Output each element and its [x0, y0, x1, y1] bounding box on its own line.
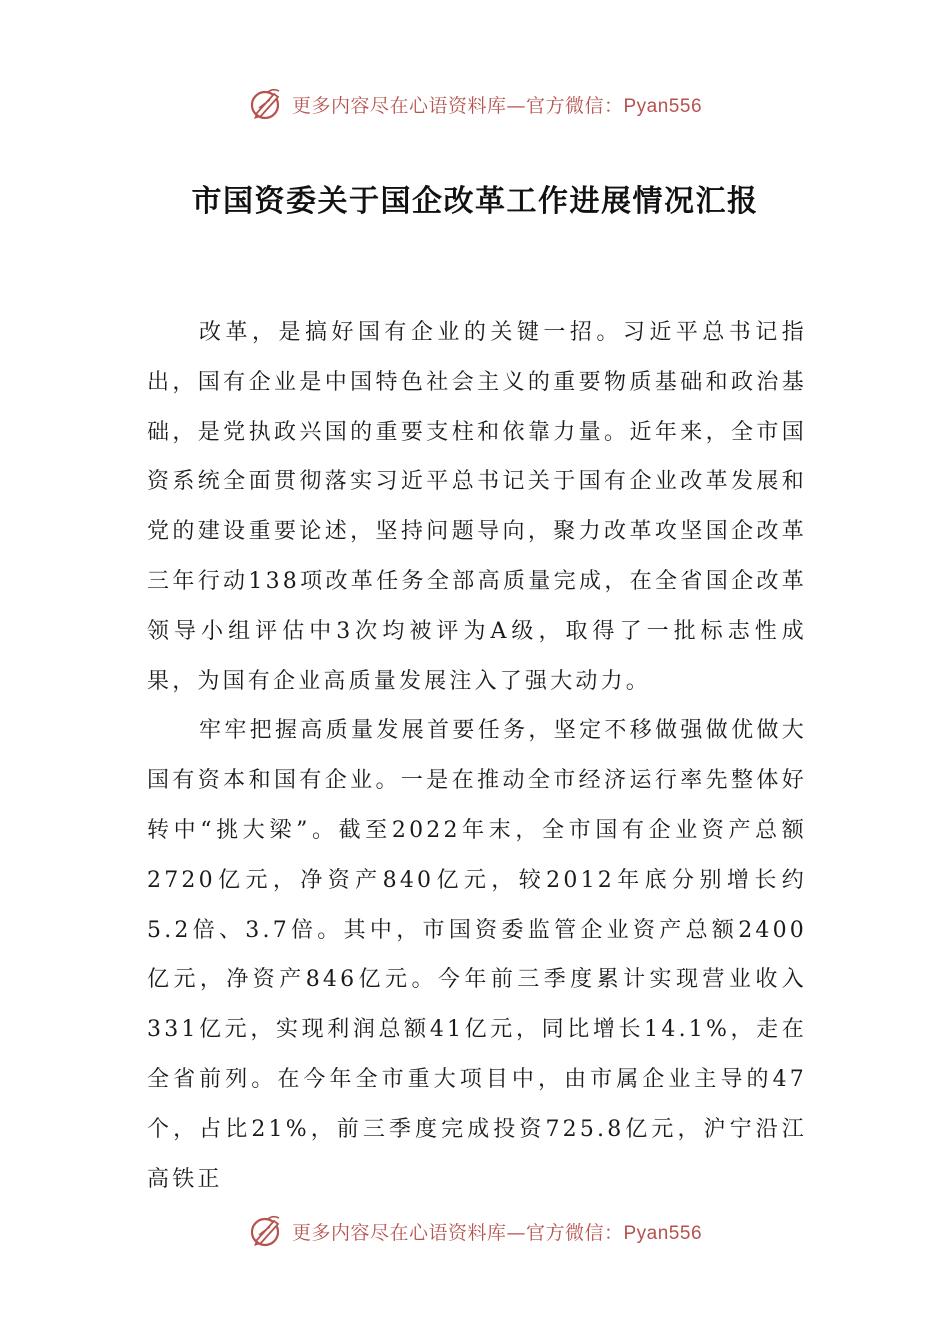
document-body: [147, 308, 807, 1204]
footer-banner-prefix: 更多内容尽在心语资料库—官方微信：: [291, 1221, 624, 1244]
pen-logo-icon: [248, 86, 284, 122]
paragraph-2: 牢牢把握高质量发展首要任务，坚定不移做强做优做大国有资本和国有企业。一是在推动全市经济运行率先整体好转中“挑大梁”。截至2022年末，全市国有企业资产总额2720亿元，净资产840亿元，较2012年底分别增长约5.2倍、3.7倍。其中，市国资委监管企业资产总额2400亿元，净资产846亿元。今年前三季度累计实现营业收入331亿元，实现利润总额41亿元，同比增长14.1%，走在全省前列。在今年全市重大项目中，由市属企业主导的47个，占比21%，前三季度完成投资725.8亿元，沪宁沿江高铁正: [147, 718, 807, 1192]
header-banner-account: Pyan556: [623, 95, 703, 117]
document-title: 市国资委关于国企改革工作进展情况汇报: [191, 184, 759, 219]
footer-banner-account: Pyan556: [623, 1222, 703, 1244]
header-banner-text: [292, 91, 702, 118]
paragraph-1: 改革，是搞好国有企业的关键一招。习近平总书记指出，国有企业是中国特色社会主义的重要物质基础和政治基础，是党执政兴国的重要支柱和依靠力量。近年来，全市国资系统全面贯彻落实习近平总书记关于国有企业改革发展和党的建设重要论述，坚持问题导向，聚力改革攻坚国企改革三年行动138项改革任务全部高质量完成，在全省国企改革领导小组评估中3次均被评为A级，取得了一批标志性成果，为国有企业高质量发展注入了强大动力。: [147, 320, 807, 694]
pen-logo-icon: [248, 1213, 284, 1249]
footer-banner: [0, 1211, 950, 1251]
header-banner-prefix: 更多内容尽在心语资料库—官方微信：: [291, 94, 624, 117]
footer-banner-text: [292, 1218, 702, 1245]
header-banner: [0, 84, 950, 124]
